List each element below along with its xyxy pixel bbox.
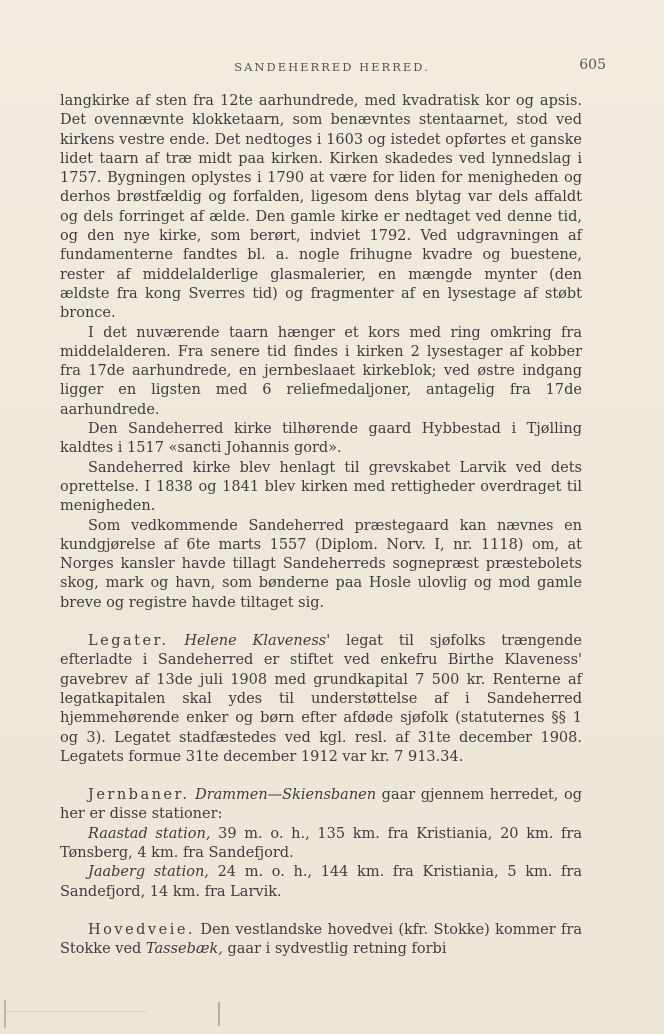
section-hovedveie	[60, 921, 582, 960]
paragraph-church-history: langkirke af sten fra 12te aarhundrede, med kvadratisk kor og apsis. Det ovennævnte klokketaarn, som benævntes stentaarnet, stod ved kirkens vestre ende. Det nedtoges i 1603 og istedet opførtes et ganske lidet taarn af træ midt paa kirken. Kirken skadedes ved lynnedslag i 1757. Bygningen oplystes i 1790 at være for liden for menigheden og derhos brøstfældig og forfalden, ligesom dens blytag var dels affaldt og dels forringet af ælde. Den gamle kirke er nedtaget ved denne tid, og den nye kirke, som berørt, indviet 1792. Ved udgravningen af fundamenterne fandtes bl. a. nogle frihugne kvadre og buestene, rester af middelalderlige glasmalerier, en mængde mynter (den ældste fra kong Sverres tid) og fragmenter af en lysestage af støbt bronce.	[60, 93, 582, 322]
scan-mark-line	[6, 1011, 146, 1012]
railway-intro: gaar gjennem herredet, og her er disse stationer:	[60, 787, 582, 823]
legat-name: Helene Klaveness'	[184, 633, 331, 650]
scan-edge-marks	[0, 994, 230, 1034]
paragraph-praestegaard: Som vedkommende Sandeherred præstegaard kan nævnes en kundgjørelse af 6te marts 1557 (Diplom. Norv. I, nr. 1118) om, at Norges kansler havde tillagt Sandeherreds sognepræst præstebolets skog, mark og havn, som bønderne paa Hosle ulovlig og mod gamle breve og registre havde tiltaget sig.	[60, 517, 582, 611]
station-jaaberg-text: 24 m. o. h., 144 km. fra Kristiania, 5 km. fra Sandefjord, 14 km. fra Larvik.	[60, 864, 582, 900]
station-raastad-name: Raastad station,	[88, 825, 211, 842]
body-text	[60, 92, 582, 959]
hovedveie-heading: Hovedveie.	[88, 921, 196, 938]
station-jaaberg-name: Jaaberg station,	[88, 864, 209, 881]
hovedveie-text1: Den vestlandske hovedvei (kfr. Stokke) kommer fra Stokke ved	[60, 921, 582, 958]
section-jernbaner	[60, 786, 582, 825]
legater-heading: Legater.	[88, 633, 169, 650]
station-raastad	[60, 825, 582, 864]
railway-line-name: Drammen—Skiensbanen	[195, 787, 377, 804]
paragraph-tower: I det nuværende taarn hænger et kors med ring omkring fra middelalderen. Fra senere tid findes i kirken 2 lysestager af kobber fra 17de aarhundrede, en jernbeslaaet kirkeblok; ved østre indgang ligger en ligsten med 6 reliefmedaljoner, antagelig fra 17de aarhundrede.	[60, 324, 582, 418]
legat-text: legat til sjøfolks trængende efterladte i Sandeherred er stiftet ved enkefru Birthe Klaveness' gavebrev af 13de juli 1908 med grundkapital 7 500 kr. Renterne af legatkapitalen skal ydes til understøttelse af i Sandeherred hjemmehørende enker og børn efter afdøde sjøfolk (statuternes §§ 1 og 3). Legatet stadfæstedes ved kgl. resl. af 31te december 1908. Legatets formue 31te december 1912 var kr. 7 913.34.	[60, 633, 582, 765]
running-head: SANDEHERRED HERRED.	[234, 60, 430, 74]
hovedveie-text2: gaar i sydvestlig retning forbi	[222, 941, 447, 958]
page-number: 605	[579, 57, 606, 73]
station-jaaberg	[60, 863, 582, 902]
hovedveie-place: Tassebæk,	[145, 941, 223, 958]
station-raastad-text: 39 m. o. h., 135 km. fra Kristiania, 20 km. fra Tønsberg, 4 km. fra Sandefjord.	[60, 825, 582, 861]
jernbaner-heading: Jernbaner.	[88, 787, 190, 804]
paragraph-hybbestad: Den Sandeherred kirke tilhørende gaard Hybbestad i Tjølling kaldtes i 1517 «sancti Johannis gord».	[60, 421, 582, 457]
paragraph-grevskab: Sandeherred kirke blev henlagt til grevskabet Larvik ved dets oprettelse. I 1838 og 1841 blev kirken med rettigheder overdraget til menigheden.	[60, 459, 582, 515]
section-legater	[60, 632, 582, 767]
page-header	[0, 57, 664, 79]
scan-mark-left	[4, 1000, 6, 1028]
scan-mark-right	[218, 1002, 220, 1026]
